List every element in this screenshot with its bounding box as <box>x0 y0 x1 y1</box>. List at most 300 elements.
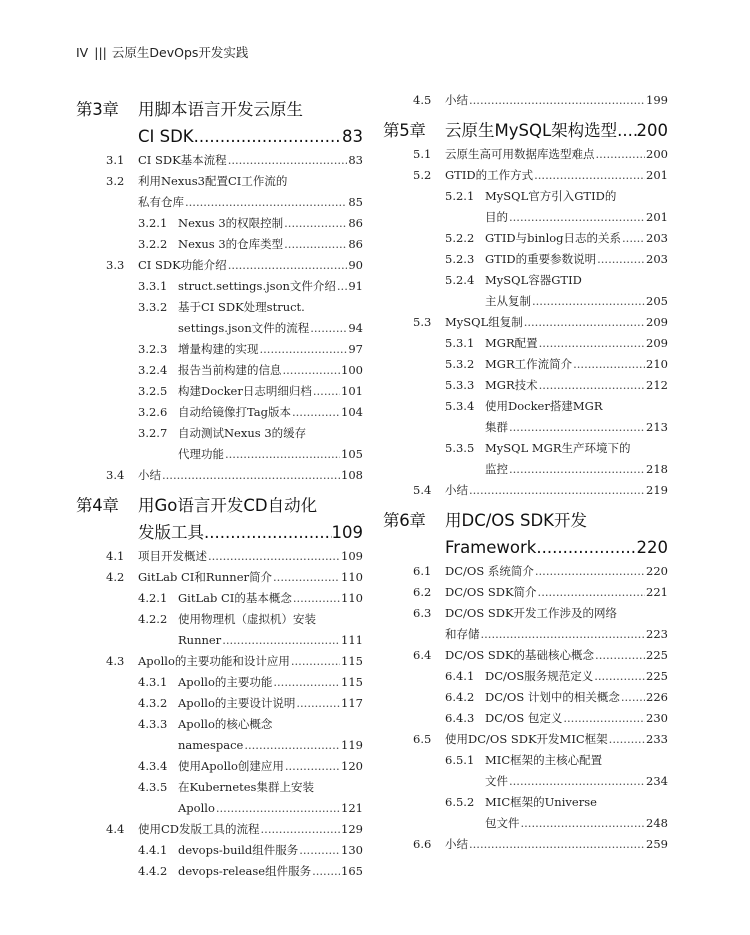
section-title-wrap <box>178 609 363 630</box>
section-title-wrap <box>485 291 668 312</box>
section-title-wrap <box>178 756 363 777</box>
section-page-number: 212 <box>646 378 668 392</box>
dot-leader <box>508 459 645 480</box>
section-title-wrap <box>178 735 363 756</box>
section-title-wrap <box>178 402 363 423</box>
toc-entry-continued <box>76 630 363 651</box>
section-page-number: 111 <box>341 633 363 647</box>
toc-entry <box>383 582 668 603</box>
toc-entry <box>76 276 363 297</box>
chapter-title-continued: 发版工具 <box>138 523 204 542</box>
toc-entry <box>383 333 668 354</box>
section-page-number: 86 <box>348 237 363 251</box>
section-title-wrap <box>485 249 668 270</box>
section-title: 在Kubernetes集群上安装 <box>178 780 314 794</box>
dot-leader <box>272 567 340 588</box>
toc-entry <box>76 360 363 381</box>
section-number: 4.3.2 <box>138 696 168 710</box>
dot-leader <box>227 150 348 171</box>
section-number: 5.3.5 <box>445 441 475 455</box>
section-title-wrap <box>485 270 668 291</box>
section-number: 5.2.2 <box>445 231 475 245</box>
section-number: 3.2.6 <box>138 405 168 419</box>
section-page-number: 203 <box>646 231 668 245</box>
section-title: 基于CI SDK处理struct. <box>178 300 305 314</box>
section-title: DC/OS SDK的基础核心概念 <box>445 648 595 662</box>
section-number: 4.3.4 <box>138 759 168 773</box>
section-title-wrap <box>485 354 668 375</box>
dot-leader <box>508 207 645 228</box>
dot-leader <box>534 561 645 582</box>
section-title-wrap <box>138 465 363 486</box>
dot-leader <box>617 117 636 144</box>
section-number: 4.4.2 <box>138 864 168 878</box>
toc-column-right <box>383 90 668 855</box>
chapter-title-wrap <box>138 123 363 150</box>
header-bars: ||| <box>94 45 107 60</box>
dot-leader <box>468 834 645 855</box>
chapter-line-continued <box>76 519 363 546</box>
section-title: 自动测试Nexus 3的缓存 <box>178 426 307 440</box>
section-page-number: 105 <box>341 447 363 461</box>
dot-leader <box>204 519 332 546</box>
dot-leader <box>468 480 645 501</box>
toc-entry <box>383 354 668 375</box>
section-number: 6.4.2 <box>445 690 475 704</box>
dot-leader <box>520 813 646 834</box>
toc-entry-continued <box>383 624 668 645</box>
toc-entry <box>76 150 363 171</box>
toc-entry <box>76 693 363 714</box>
dot-leader <box>536 534 636 561</box>
section-page-number: 219 <box>646 483 668 497</box>
chapter-heading <box>76 90 363 150</box>
dot-leader <box>184 192 347 213</box>
chapter-number: 第6章 <box>383 511 426 530</box>
section-title-continued: 私有仓库 <box>138 195 184 209</box>
section-title: 小结 <box>138 468 161 482</box>
section-title-wrap <box>178 234 363 255</box>
section-number: 3.2 <box>106 174 125 188</box>
section-title-wrap <box>138 819 363 840</box>
dot-leader <box>533 165 645 186</box>
section-page-number: 234 <box>646 774 668 788</box>
section-page-number: 129 <box>341 822 363 836</box>
section-title-continued: Apollo <box>178 801 215 815</box>
section-number: 6.4.3 <box>445 711 475 725</box>
dot-leader <box>608 729 645 750</box>
section-number: 4.1 <box>106 549 125 563</box>
toc-entry <box>383 561 668 582</box>
section-page-number: 209 <box>646 315 668 329</box>
section-title: 云原生高可用数据库选型难点 <box>445 147 595 161</box>
dot-leader <box>538 333 645 354</box>
dot-leader <box>538 375 645 396</box>
section-number: 3.2.5 <box>138 384 168 398</box>
section-title-wrap <box>485 333 668 354</box>
section-number: 4.4 <box>106 822 125 836</box>
chapter-line <box>76 492 363 519</box>
chapter-title-wrap <box>445 534 668 561</box>
dot-leader <box>298 840 340 861</box>
section-title: struct.settings.json文件介绍 <box>178 279 336 293</box>
toc-entry <box>76 651 363 672</box>
toc-entry <box>383 480 668 501</box>
section-title: DC/OS 计划中的相关概念 <box>485 690 620 704</box>
section-title: DC/OS服务规范定义 <box>485 669 594 683</box>
dot-leader <box>620 687 645 708</box>
chapter-title: 用Go语言开发CD自动化 <box>138 496 318 515</box>
toc-entry-continued <box>383 291 668 312</box>
toc-entry <box>76 546 363 567</box>
toc-entry <box>76 672 363 693</box>
dot-leader <box>227 255 348 276</box>
section-number: 5.4 <box>413 483 432 497</box>
section-title-continued: settings.json文件的流程 <box>178 321 310 335</box>
section-page-number: 108 <box>341 468 363 482</box>
toc-entry <box>76 777 363 798</box>
section-title: DC/OS 包定义 <box>485 711 563 725</box>
section-title: MySQL MGR生产环境下的 <box>485 441 631 455</box>
section-title-continued: namespace <box>178 738 244 752</box>
section-number: 3.3.2 <box>138 300 168 314</box>
toc-entry <box>76 588 363 609</box>
section-title-wrap <box>485 687 668 708</box>
section-title-wrap <box>178 798 363 819</box>
section-title-wrap <box>178 423 363 444</box>
chapter-line-continued <box>383 534 668 561</box>
section-page-number: 200 <box>646 147 668 161</box>
section-title-wrap <box>445 165 668 186</box>
section-page-number: 225 <box>646 669 668 683</box>
dot-leader <box>508 771 645 792</box>
toc-entry <box>383 666 668 687</box>
section-title-wrap <box>485 438 668 459</box>
section-title: 使用Docker搭建MGR <box>485 399 603 413</box>
section-number: 5.3.3 <box>445 378 475 392</box>
section-page-number: 223 <box>646 627 668 641</box>
toc-entry <box>383 186 668 207</box>
section-title-wrap <box>178 672 363 693</box>
section-title: DC/OS SDK开发工作涉及的网络 <box>445 606 618 620</box>
toc-entry <box>383 834 668 855</box>
section-title: 使用DC/OS SDK开发MIC框架 <box>445 732 608 746</box>
dot-leader <box>292 588 340 609</box>
dot-leader <box>194 123 342 150</box>
section-page-number: 121 <box>341 801 363 815</box>
section-page-number: 120 <box>341 759 363 773</box>
section-number: 5.3.1 <box>445 336 475 350</box>
toc-entry <box>76 423 363 444</box>
dot-leader <box>221 630 340 651</box>
section-page-number: 201 <box>646 168 668 182</box>
section-title-wrap <box>485 666 668 687</box>
section-title: 使用Apollo创建应用 <box>178 759 284 773</box>
section-title-wrap <box>445 561 668 582</box>
toc-entry <box>76 297 363 318</box>
section-title-wrap <box>178 777 363 798</box>
section-number: 4.4.1 <box>138 843 168 857</box>
section-title-wrap <box>445 834 668 855</box>
toc-entry <box>383 90 668 111</box>
section-title: Apollo的核心概念 <box>178 717 273 731</box>
chapter-title-continued: CI SDK <box>138 127 194 146</box>
dot-leader <box>596 249 645 270</box>
toc-entry-continued <box>76 798 363 819</box>
section-title: 自动给镜像打Tag版本 <box>178 405 291 419</box>
dot-leader <box>594 645 645 666</box>
chapter-title: 用脚本语言开发云原生 <box>138 100 303 119</box>
chapter-title-wrap <box>138 96 363 123</box>
toc-entry <box>76 819 363 840</box>
section-title: MySQL官方引入GTID的 <box>485 189 617 203</box>
section-title: DC/OS 系统简介 <box>445 564 534 578</box>
section-number: 4.2.2 <box>138 612 168 626</box>
section-page-number: 220 <box>646 564 668 578</box>
section-title-wrap <box>485 708 668 729</box>
section-number: 3.4 <box>106 468 125 482</box>
section-title-wrap <box>138 651 363 672</box>
section-title-wrap <box>178 213 363 234</box>
section-title: GTID的重要参数说明 <box>485 252 597 266</box>
section-title-wrap <box>445 480 668 501</box>
dot-leader <box>291 402 340 423</box>
section-title: 构建Docker日志明细归档 <box>178 384 312 398</box>
toc-entry-continued <box>383 207 668 228</box>
dot-leader <box>283 213 347 234</box>
section-title: 使用CD发版工具的流程 <box>138 822 260 836</box>
section-title-continued: 包文件 <box>485 816 520 830</box>
chapter-title: 用DC/OS SDK开发 <box>445 511 587 530</box>
toc-entry-continued <box>76 735 363 756</box>
dot-leader <box>309 318 347 339</box>
dot-leader <box>537 582 646 603</box>
dot-leader <box>207 546 340 567</box>
section-number: 5.3.2 <box>445 357 475 371</box>
section-number: 3.2.2 <box>138 237 168 251</box>
section-title: Nexus 3的权限控制 <box>178 216 284 230</box>
section-page-number: 221 <box>646 585 668 599</box>
toc-entry <box>383 438 668 459</box>
section-title-wrap <box>178 444 363 465</box>
section-title-wrap <box>485 228 668 249</box>
section-page-number: 86 <box>348 216 363 230</box>
toc-entry <box>76 756 363 777</box>
section-title-continued: 代理功能 <box>178 447 224 461</box>
chapter-title: 云原生MySQL架构选型 <box>445 121 618 140</box>
chapter-title-wrap <box>138 519 363 546</box>
toc-entry <box>383 312 668 333</box>
section-page-number: 119 <box>341 738 363 752</box>
dot-leader <box>282 360 341 381</box>
section-title-wrap <box>178 861 363 882</box>
section-title-wrap <box>485 186 668 207</box>
section-number: 4.2.1 <box>138 591 168 605</box>
section-title-wrap <box>485 375 668 396</box>
section-title-wrap <box>138 546 363 567</box>
dot-leader <box>290 651 340 672</box>
section-title: MySQL组复制 <box>445 315 523 329</box>
section-page-number: 230 <box>646 711 668 725</box>
section-title-wrap <box>485 459 668 480</box>
section-title: Apollo的主要功能和设计应用 <box>138 654 290 668</box>
chapter-line <box>383 117 668 144</box>
section-page-number: 233 <box>646 732 668 746</box>
section-title-wrap <box>485 813 668 834</box>
toc-entry <box>76 861 363 882</box>
section-title-wrap <box>445 624 668 645</box>
toc-entry <box>76 567 363 588</box>
toc-entry-continued <box>383 417 668 438</box>
section-title-wrap <box>445 312 668 333</box>
toc-entry-continued <box>383 813 668 834</box>
section-number: 6.1 <box>413 564 432 578</box>
chapter-page-number: 200 <box>636 121 668 140</box>
toc-entry <box>383 750 668 771</box>
section-number: 4.5 <box>413 93 432 107</box>
section-title-wrap <box>178 588 363 609</box>
section-title-wrap <box>445 645 668 666</box>
toc-entry <box>383 375 668 396</box>
section-title: MySQL容器GTID <box>485 273 582 287</box>
toc-entry-continued <box>76 192 363 213</box>
section-number: 6.3 <box>413 606 432 620</box>
section-title: devops-build组件服务 <box>178 843 299 857</box>
section-page-number: 97 <box>348 342 363 356</box>
dot-leader <box>508 417 645 438</box>
section-title-wrap <box>485 417 668 438</box>
section-page-number: 218 <box>646 462 668 476</box>
section-title-wrap <box>485 750 668 771</box>
section-title: CI SDK功能介绍 <box>138 258 227 272</box>
section-number: 5.2.1 <box>445 189 475 203</box>
section-page-number: 94 <box>348 321 363 335</box>
toc-entry-continued <box>76 444 363 465</box>
chapter-number: 第4章 <box>76 496 119 515</box>
section-page-number: 130 <box>341 843 363 857</box>
section-page-number: 91 <box>348 279 363 293</box>
chapter-number: 第5章 <box>383 121 426 140</box>
section-page-number: 83 <box>348 153 363 167</box>
dot-leader <box>284 756 340 777</box>
toc-entry <box>383 645 668 666</box>
section-page-number: 101 <box>341 384 363 398</box>
section-title: GTID与binlog日志的关系 <box>485 231 622 245</box>
section-number: 3.1 <box>106 153 125 167</box>
section-page-number: 248 <box>646 816 668 830</box>
toc-entry <box>383 603 668 624</box>
section-number: 6.2 <box>413 585 432 599</box>
dot-leader <box>336 276 347 297</box>
section-title-wrap <box>138 150 363 171</box>
section-title: 小结 <box>445 93 468 107</box>
dot-leader <box>311 861 340 882</box>
section-number: 5.3.4 <box>445 399 475 413</box>
toc-entry <box>76 609 363 630</box>
section-number: 3.2.3 <box>138 342 168 356</box>
section-page-number: 199 <box>646 93 668 107</box>
section-title: GTID的工作方式 <box>445 168 534 182</box>
section-page-number: 210 <box>646 357 668 371</box>
dot-leader <box>215 798 340 819</box>
chapter-title-wrap <box>138 492 363 519</box>
section-title-wrap <box>178 360 363 381</box>
section-title: devops-release组件服务 <box>178 864 312 878</box>
toc-entry <box>76 339 363 360</box>
toc-entry <box>76 213 363 234</box>
toc-entry <box>76 840 363 861</box>
chapter-heading <box>76 486 363 546</box>
section-title-wrap <box>138 567 363 588</box>
section-title: DC/OS SDK简介 <box>445 585 537 599</box>
chapter-number: 第3章 <box>76 100 119 119</box>
toc-entry-continued <box>76 318 363 339</box>
section-number: 6.5.2 <box>445 795 475 809</box>
section-title-wrap <box>485 396 668 417</box>
dot-leader <box>562 708 645 729</box>
section-number: 4.2 <box>106 570 125 584</box>
section-title: MGR技术 <box>485 378 538 392</box>
toc-column-left <box>76 90 363 882</box>
section-title-wrap <box>138 171 363 192</box>
section-number: 4.3.1 <box>138 675 168 689</box>
dot-leader <box>259 339 348 360</box>
section-number: 6.4.1 <box>445 669 475 683</box>
section-title-continued: 文件 <box>485 774 508 788</box>
section-title: 增量构建的实现 <box>178 342 259 356</box>
section-page-number: 226 <box>646 690 668 704</box>
section-title-wrap <box>485 771 668 792</box>
section-title: MIC框架的主核心配置 <box>485 753 603 767</box>
section-title-wrap <box>445 582 668 603</box>
section-title: GitLab CI的基本概念 <box>178 591 292 605</box>
toc-entry <box>383 165 668 186</box>
section-title: MGR配置 <box>485 336 538 350</box>
section-number: 3.2.7 <box>138 426 168 440</box>
dot-leader <box>572 354 645 375</box>
toc-entry <box>76 381 363 402</box>
dot-leader <box>260 819 341 840</box>
dot-leader <box>272 672 340 693</box>
toc-entry <box>383 729 668 750</box>
section-title-wrap <box>178 630 363 651</box>
section-title: MIC框架的Universe <box>485 795 597 809</box>
section-number: 4.3.3 <box>138 717 168 731</box>
section-title: Apollo的主要设计说明 <box>178 696 296 710</box>
section-title-wrap <box>178 339 363 360</box>
section-number: 5.2.3 <box>445 252 475 266</box>
section-number: 5.2.4 <box>445 273 475 287</box>
chapter-page-number: 109 <box>331 523 363 542</box>
dot-leader <box>595 144 646 165</box>
dot-leader <box>468 90 645 111</box>
section-title-continued: 集群 <box>485 420 508 434</box>
section-number: 3.2.1 <box>138 216 168 230</box>
toc-entry <box>76 255 363 276</box>
section-title: 项目开发概述 <box>138 549 207 563</box>
toc-entry <box>383 144 668 165</box>
section-title-wrap <box>178 381 363 402</box>
section-number: 4.3 <box>106 654 125 668</box>
section-title-wrap <box>138 255 363 276</box>
section-title: 小结 <box>445 837 468 851</box>
toc-entry <box>383 270 668 291</box>
section-page-number: 110 <box>341 591 363 605</box>
section-page-number: 205 <box>646 294 668 308</box>
section-title-wrap <box>178 318 363 339</box>
section-title-continued: 目的 <box>485 210 508 224</box>
section-title-continued: 监控 <box>485 462 508 476</box>
